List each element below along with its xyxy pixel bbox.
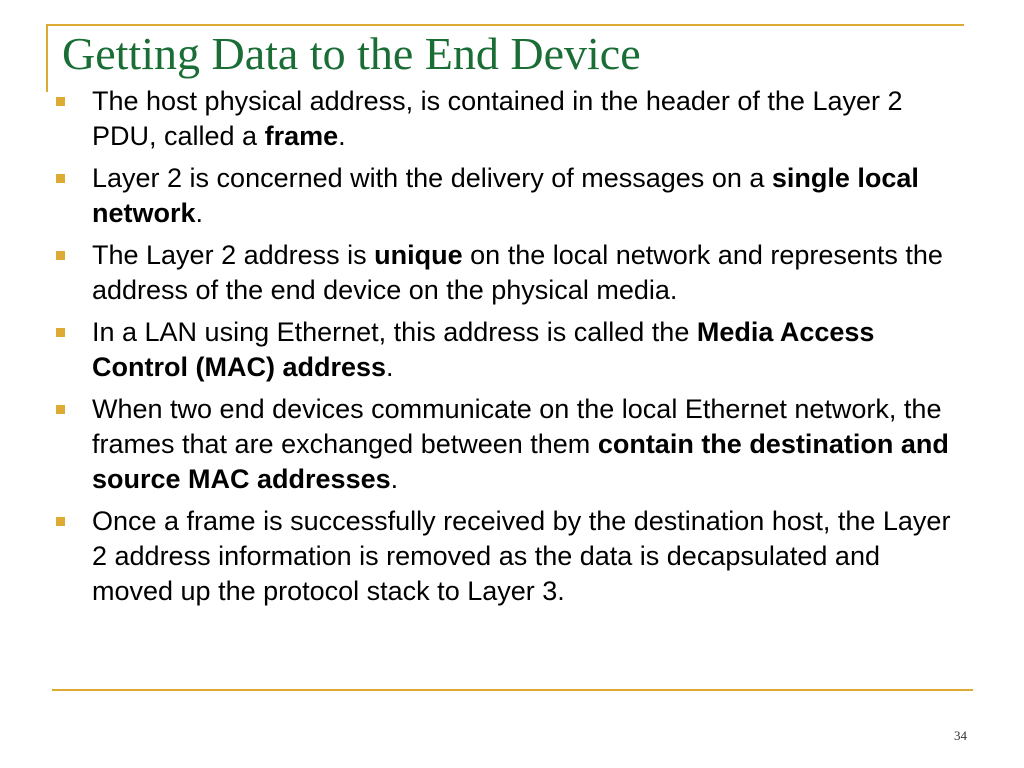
bullet-item	[52, 238, 962, 308]
bullet-text-run: .	[338, 121, 346, 151]
bullet-item	[52, 392, 962, 497]
bullet-item	[52, 161, 962, 231]
bullet-text-bold: Media Access Control (MAC) address	[92, 317, 875, 382]
bullet-text-run: The host physical address, is contained in the header of the Layer 2 PDU, called a	[92, 86, 903, 151]
bullet-item	[52, 315, 962, 385]
bullet-text-bold: single local network	[92, 163, 919, 228]
bullet-item	[52, 504, 962, 609]
bullet-text-run: .	[386, 352, 394, 382]
bullet-text-bold: frame	[264, 121, 339, 151]
left-accent-line	[46, 24, 48, 92]
bullet-text	[92, 317, 874, 382]
square-bullet-icon	[56, 251, 65, 260]
square-bullet-icon	[56, 174, 65, 183]
bullet-text	[92, 163, 919, 228]
bullet-text-run: The Layer 2 address is	[92, 240, 375, 270]
square-bullet-icon	[56, 97, 65, 106]
square-bullet-icon	[56, 328, 65, 337]
square-bullet-icon	[56, 405, 65, 414]
slide-title: Getting Data to the End Device	[62, 28, 641, 79]
square-bullet-icon	[56, 517, 65, 526]
bullet-text-run: When two end devices communicate on the local Ethernet network, the frames that are exchanged between them	[92, 394, 942, 459]
bullet-text-run: on the local network and represents the address of the end device on the physical media.	[92, 240, 943, 305]
bullet-text	[92, 506, 950, 606]
bullet-text-run: .	[195, 198, 204, 228]
bullet-list	[52, 84, 962, 616]
page-number: 34	[954, 728, 967, 743]
bullet-text-run: In a LAN using Ethernet, this address is called the	[92, 317, 697, 347]
bullet-text	[92, 394, 949, 494]
bullet-text-bold: contain the destination and source MAC addresses	[92, 429, 949, 494]
bullet-text-run: Once a frame is successfully received by the destination host, the Layer 2 address information is removed as the data is decapsulated and moved up the protocol stack to Layer 3.	[92, 506, 951, 606]
bullet-item	[52, 84, 962, 154]
bullet-text	[92, 240, 943, 305]
bullet-text-bold: unique	[374, 240, 463, 270]
bullet-text-run: .	[390, 464, 399, 494]
bottom-accent-line	[52, 689, 973, 691]
bullet-text-run: Layer 2 is concerned with the delivery of messages on a	[92, 163, 772, 193]
bullet-text	[92, 86, 903, 151]
